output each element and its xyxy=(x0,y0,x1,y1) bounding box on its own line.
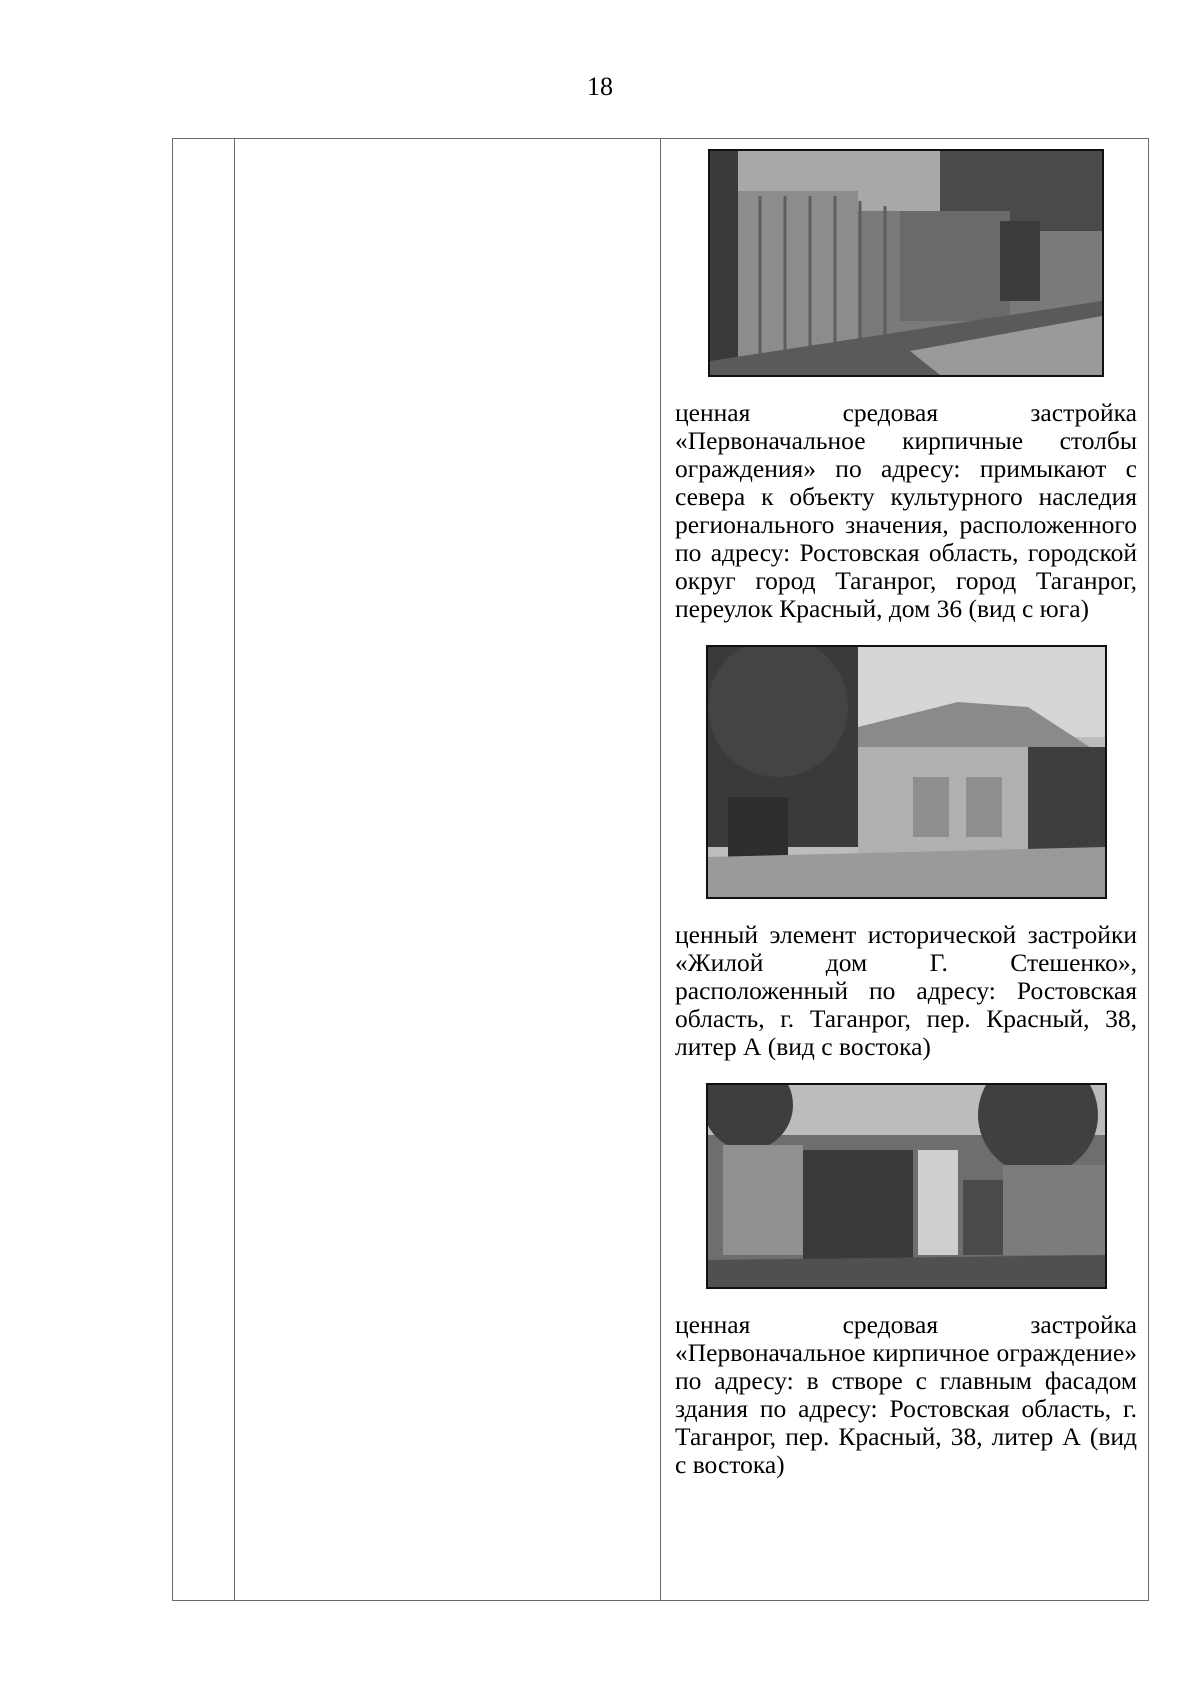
photo-caption: ценный элемент исторической застройки «Жилой дом Г. Стешенко», расположенный по адресу: Ростовская область, г. Таганрог, пер. Красный, 38, литер А (вид с востока) xyxy=(675,920,1137,1061)
page-number: 18 xyxy=(587,72,613,101)
fence-columns-photo xyxy=(708,149,1104,377)
list-item xyxy=(661,1083,1148,1479)
table-row xyxy=(173,139,1149,1601)
document-table xyxy=(172,138,1149,1601)
photo-cell xyxy=(661,139,1149,1601)
name-cell xyxy=(235,139,661,1601)
house-photo xyxy=(706,645,1107,899)
photo-caption: ценная средовая застройка «Первоначальное кирпичные столбы ограждения» по адресу: примыкают с севера к объекту культурного наследия регионального значения, расположенного по адресу: Ростовская область, городской округ город Таганрог, город Таганрог, переулок Красный, дом 36 (вид с юга) xyxy=(675,398,1137,623)
list-item xyxy=(661,149,1148,623)
photo-caption: ценная средовая застройка «Первоначальное кирпичное ограждение» по адресу: в створе с главным фасадом здания по адресу: Ростовская область, г. Таганрог, пер. Красный, 38, литер А (вид с востока) xyxy=(675,1310,1137,1479)
list-item xyxy=(661,645,1148,1061)
gate-fence-photo xyxy=(706,1083,1107,1289)
number-cell xyxy=(173,139,235,1601)
